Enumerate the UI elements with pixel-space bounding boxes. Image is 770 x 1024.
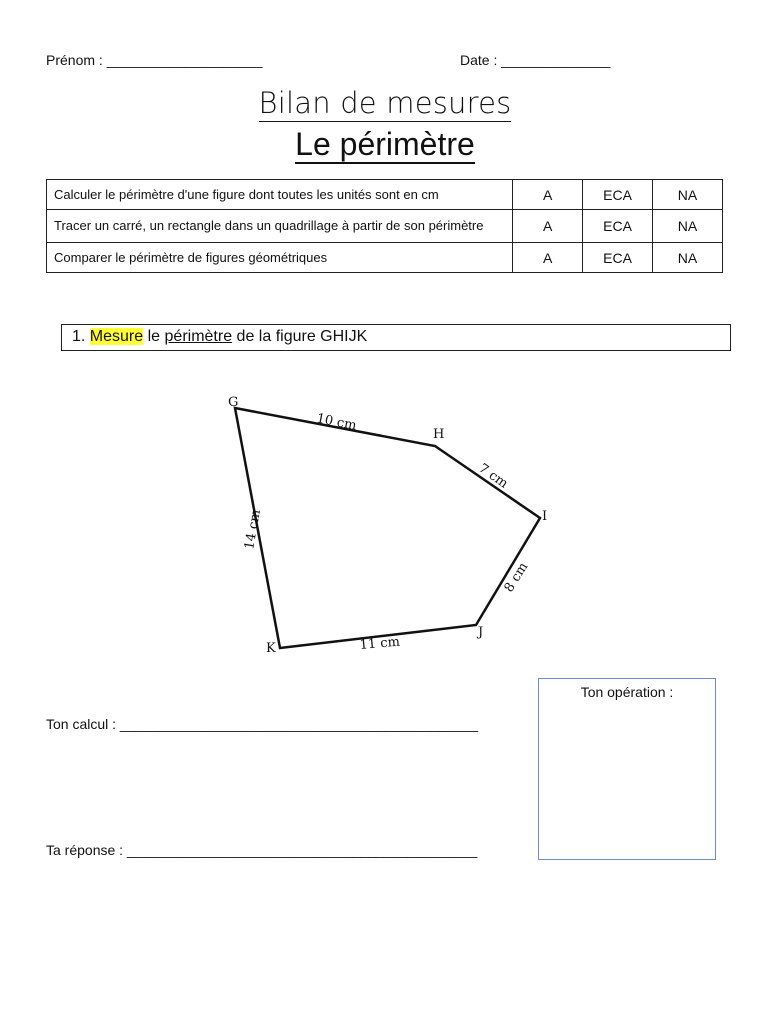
level-a-cell[interactable]: A xyxy=(513,243,583,273)
side-label-kg: 14 cm xyxy=(242,508,264,551)
level-na-cell[interactable]: NA xyxy=(653,210,723,243)
side-label-ij: 8 cm xyxy=(501,560,532,596)
table-row xyxy=(47,210,723,243)
prenom-field-label[interactable]: Prénom : ____________________ xyxy=(46,52,263,68)
skill-cell: Tracer un carré, un rectangle dans un quadrillage à partir de son périmètre xyxy=(47,210,513,243)
question-keyword-perimetre: périmètre xyxy=(164,328,233,345)
level-na-cell[interactable]: NA xyxy=(653,180,723,210)
question-number: 1. xyxy=(72,328,86,345)
side-label-jk: 11 cm xyxy=(359,634,401,653)
reponse-field[interactable]: Ta réponse : _____________________________________________ xyxy=(46,842,478,858)
skill-cell: Comparer le périmètre de figures géométriques xyxy=(47,243,513,273)
question-box xyxy=(61,324,731,351)
page-title: Bilan de mesures xyxy=(258,86,512,120)
level-eca-cell[interactable]: ECA xyxy=(583,243,653,273)
table-row xyxy=(47,180,723,210)
table-row xyxy=(47,243,723,273)
polygon-ghijk xyxy=(235,408,540,648)
calcul-field[interactable]: Ton calcul : ______________________________________________ xyxy=(46,716,479,732)
vertex-label-k: K xyxy=(266,641,276,656)
side-label-hi: 7 cm xyxy=(475,460,511,492)
skill-cell: Calculer le périmètre d'une figure dont toutes les unités sont en cm xyxy=(47,180,513,210)
level-a-cell[interactable]: A xyxy=(513,180,583,210)
vertex-label-g: G xyxy=(228,395,239,410)
polygon-figure xyxy=(200,380,570,670)
vertex-label-i: I xyxy=(542,509,548,524)
vertex-label-h: H xyxy=(433,427,445,442)
level-eca-cell[interactable]: ECA xyxy=(583,210,653,243)
question-word: le xyxy=(147,328,161,345)
level-na-cell[interactable]: NA xyxy=(653,243,723,273)
level-a-cell[interactable]: A xyxy=(513,210,583,243)
date-field-label[interactable]: Date : ______________ xyxy=(460,52,611,68)
question-text: de la figure GHIJK xyxy=(236,328,368,345)
page-subtitle: Le périmètre xyxy=(295,126,475,162)
operation-label: Ton opération : xyxy=(580,684,674,700)
question-keyword-mesure: Mesure xyxy=(89,328,144,345)
vertex-label-j: J xyxy=(478,625,484,640)
side-label-gh: 10 cm xyxy=(315,411,358,434)
operation-box[interactable] xyxy=(538,678,716,860)
evaluation-table xyxy=(46,179,723,273)
level-eca-cell[interactable]: ECA xyxy=(583,180,653,210)
